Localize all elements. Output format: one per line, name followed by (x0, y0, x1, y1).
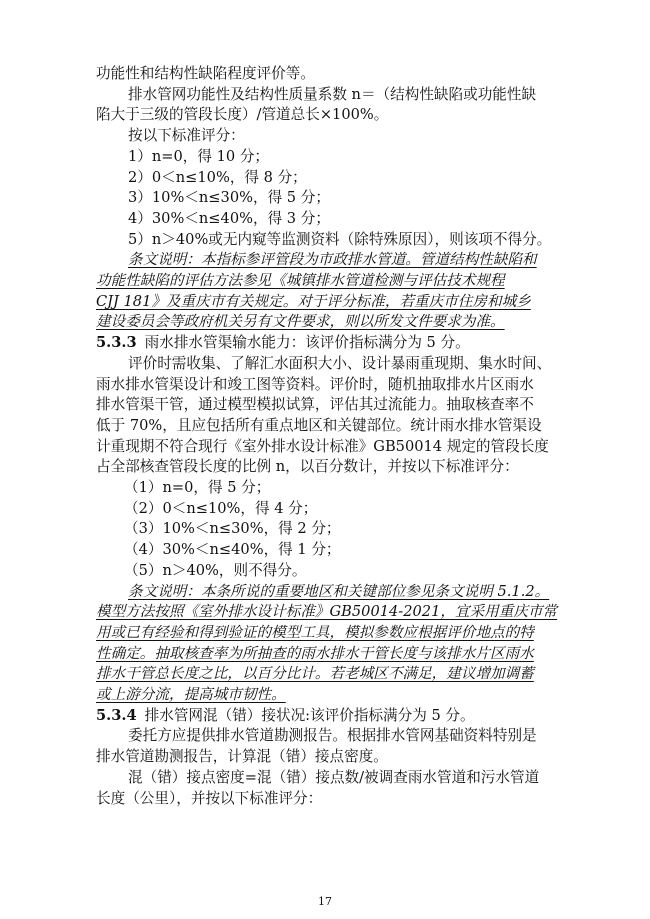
clause-note: 建设委员会等政府机关另有文件要求，则以所发文件要求为准。 (96, 313, 505, 331)
text-line: 陷大于三级的管段长度）/管道总长×100%。 (96, 106, 389, 124)
text-line: 排水管渠干管，通过模型模拟试算，评估其过流能力。抽取核查率不 (96, 396, 534, 414)
text-line: 评价时需收集、了解汇水面积大小、设计暴雨重现期、集水时间、 (128, 354, 552, 372)
list-item: 3）10%＜n≤30%，得 5 分； (128, 189, 330, 207)
section-number: 5.3.4 (96, 706, 137, 724)
text-line: 长度（公里），并按以下标准评分： (96, 789, 323, 807)
text-line: 排水管网功能性及结构性质量系数 n＝（结构性缺陷或功能性缺 (128, 85, 537, 103)
section-heading (96, 706, 475, 726)
list-item: 4）30%＜n≤40%，得 3 分； (128, 209, 330, 227)
list-item: 1）n=0，得 10 分； (128, 147, 270, 165)
clause-note: 排水干管总长度之比，以百分比计。若老城区不满足，建议增加调蓄 (96, 665, 534, 683)
text-line: 低于 70%，且应包括所有重点地区和关键部位。统计雨水排水管渠设 (96, 416, 542, 434)
clause-note: 或上游分流，提高城市韧性。 (96, 686, 286, 703)
list-item: （4）30%＜n≤40%，得 1 分； (124, 541, 341, 559)
clause-note: 用或已有经验和得到验证的模型工具，模拟参数应根据评价地点的特 (96, 623, 534, 641)
text-line: 雨水排水管渠设计和竣工图等资料。评价时，随机抽取排水片区雨水 (96, 375, 534, 393)
clause-note: CJJ 181》及重庆市有关规定。对于评分标准，若重庆市住房和城乡 (96, 292, 531, 310)
text-line: 委托方应提供排水管道勘测报告。根据排水管网基础资料特别是 (128, 727, 537, 745)
page-number: 17 (318, 895, 332, 908)
clause-note: 条文说明：本条所说的重要地区和关键部位参见条文说明 5.1.2。 (128, 582, 550, 600)
text-line: 排水管道勘测报告，计算混（错）接点密度。 (96, 748, 388, 766)
text-line: 按以下标准评分： (128, 127, 245, 145)
clause-note: 性确定。抽取核查率为所抽查的雨水排水干管长度与该排水片区雨水 (96, 644, 534, 662)
section-title: 雨水排水管渠输水能力：该评价指标满分为 5 分。 (144, 334, 470, 352)
clause-note: 条文说明：本指标参评管段为市政排水管道。管道结构性缺陷和 (128, 251, 537, 269)
list-item: （1）n=0，得 5 分； (124, 479, 271, 496)
text-line: 计重现期不符合现行《室外排水设计标准》GB50014 规定的管段长度 (96, 437, 549, 455)
list-item: （3）10%＜n≤30%，得 2 分； (124, 520, 341, 538)
text-line: 功能性和结构性缺陷程度评价等。 (96, 65, 315, 82)
section-title: 排水管网混（错）接状况:该评价指标满分为 5 分。 (144, 706, 475, 724)
text-line: 混（错）接点密度=混（错）接点数/被调查雨水管道和污水管道 (128, 768, 540, 786)
list-item: 2）0＜n≤10%，得 8 分； (128, 168, 307, 186)
section-number: 5.3.3 (96, 334, 137, 352)
text-line: 占全部核查管段长度的比例 n，以百分数计，并按以下标准评分： (96, 458, 519, 476)
list-item: （5）n＞40%，则不得分。 (124, 561, 307, 579)
list-item: 5）n＞40%或无内窥等监测资料（除特殊原因），则该项不得分。 (128, 230, 552, 248)
clause-note: 功能性缺陷的评估方法参见《城镇排水管道检测与评估技术规程 (96, 272, 505, 289)
section-heading (96, 333, 470, 353)
list-item: （2）0＜n≤10%，得 4 分； (124, 499, 318, 517)
clause-note: 模型方法按照《室外排水设计标准》GB50014-2021，宜采用重庆市常 (96, 603, 558, 621)
